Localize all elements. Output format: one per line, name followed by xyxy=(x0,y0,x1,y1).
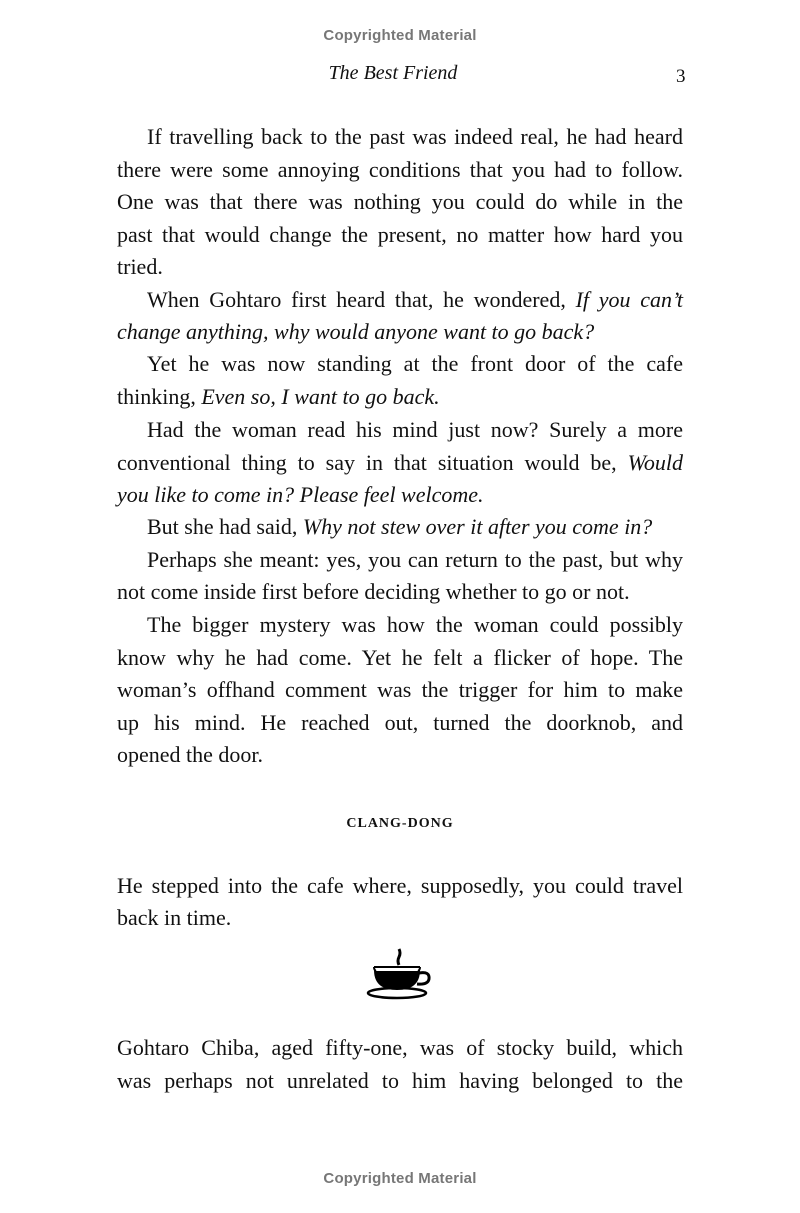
text-line xyxy=(117,905,683,931)
text-span: there were some annoying conditions that you had to follow. xyxy=(117,157,683,182)
text-span: When Gohtaro first heard that, he wondered, xyxy=(147,287,576,312)
italic-text: you like to come in? Please feel welcome. xyxy=(117,482,484,507)
text-span: know why he had come. Yet he felt a flicker of hope. The xyxy=(117,645,683,670)
text-line xyxy=(117,1068,683,1094)
copyright-footer: Copyrighted Material xyxy=(323,1170,477,1187)
italic-text: change anything, why would anyone want to go back? xyxy=(117,319,595,344)
text-line xyxy=(117,319,683,345)
text-span: thinking, xyxy=(117,384,202,409)
text-span: He stepped into the cafe where, supposedly, you could travel xyxy=(117,873,683,898)
text-line xyxy=(117,254,683,280)
text-line xyxy=(117,645,683,671)
text-line xyxy=(117,873,683,899)
text-line xyxy=(117,384,683,410)
text-line xyxy=(117,677,683,703)
text-line xyxy=(117,482,683,508)
text-span: Perhaps she meant: yes, you can return to the past, but why xyxy=(147,547,683,572)
running-title: The Best Friend xyxy=(328,62,458,84)
text-line xyxy=(117,450,683,476)
text-line xyxy=(117,222,683,248)
text-line xyxy=(147,124,683,150)
section-break-text: CLANG-DONG xyxy=(346,816,454,831)
coffee-cup-icon xyxy=(366,946,434,1005)
text-line xyxy=(147,547,683,573)
copyright-header: Copyrighted Material xyxy=(323,27,477,44)
text-span: up his mind. He reached out, turned the doorknob, and xyxy=(117,710,683,735)
italic-text: Why not stew over it after you come in? xyxy=(302,514,653,539)
text-span: Yet he was now standing at the front door of the cafe xyxy=(147,351,683,376)
text-span: woman’s offhand comment was the trigger for him to make xyxy=(117,677,683,702)
italic-text: Even so, I want to go back. xyxy=(201,384,440,409)
text-span: tried. xyxy=(117,254,163,279)
text-line xyxy=(117,157,683,183)
text-span: conventional thing to say in that situation would be, xyxy=(117,450,628,475)
text-span: opened the door. xyxy=(117,742,264,767)
text-line xyxy=(147,514,683,540)
text-span: But she had said, xyxy=(147,514,303,539)
text-span: not come inside first before deciding whether to go or not. xyxy=(117,579,630,604)
text-line xyxy=(117,742,683,768)
text-line xyxy=(117,579,683,605)
text-span: The bigger mystery was how the woman could possibly xyxy=(147,612,683,637)
text-line xyxy=(147,612,683,638)
text-line xyxy=(117,189,683,215)
text-span: was perhaps not unrelated to him having belonged to the xyxy=(117,1068,683,1093)
text-line xyxy=(117,710,683,736)
text-span: back in time. xyxy=(117,905,232,930)
text-line xyxy=(147,287,683,313)
text-span: Gohtaro Chiba, aged fifty-one, was of stocky build, which xyxy=(117,1035,683,1060)
italic-text: Would xyxy=(627,450,683,475)
text-span: If travelling back to the past was indeed real, he had heard xyxy=(147,124,683,149)
page-number: 3 xyxy=(676,66,686,87)
text-span: Had the woman read his mind just now? Surely a more xyxy=(147,417,683,442)
text-line xyxy=(147,417,683,443)
italic-text: If you can’t xyxy=(575,287,683,312)
text-line xyxy=(147,351,683,377)
text-line xyxy=(117,1035,683,1061)
text-span: past that would change the present, no matter how hard you xyxy=(117,222,683,247)
text-span: One was that there was nothing you could do while in the xyxy=(117,189,683,214)
